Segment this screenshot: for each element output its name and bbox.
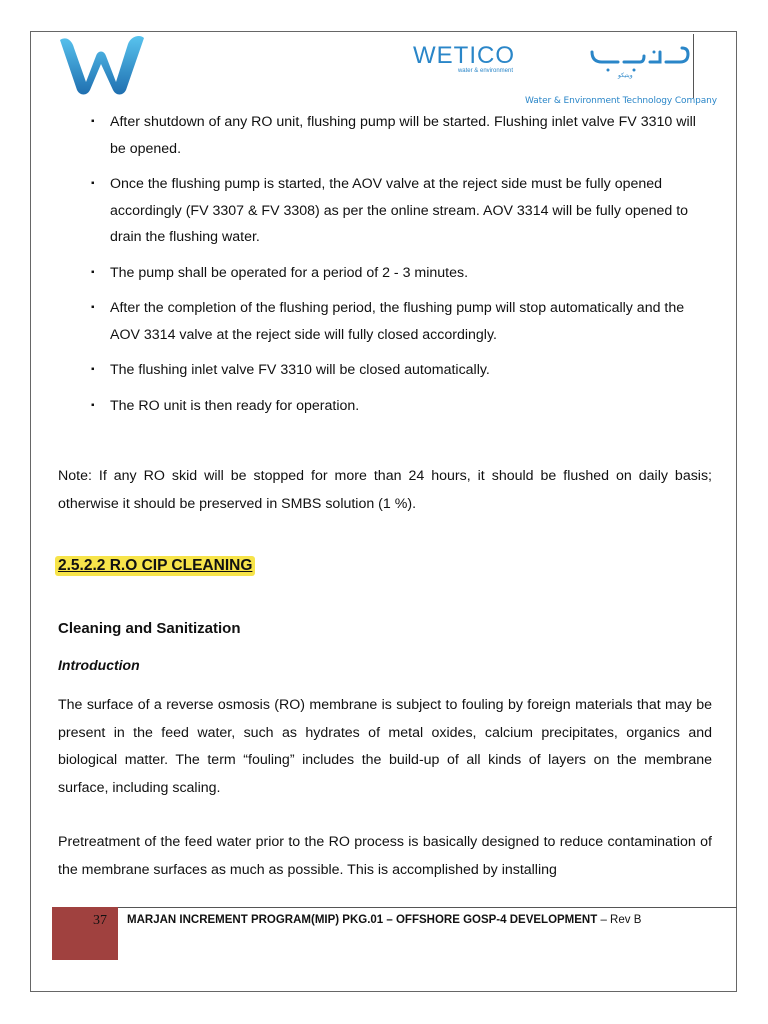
list-item <box>91 393 713 420</box>
list-item-text: After shutdown of any RO unit, flushing pump will be started. Flushing inlet valve FV 3310 will be opened. <box>110 114 696 157</box>
sub-heading: Cleaning and Sanitization <box>58 620 241 637</box>
list-item <box>91 171 713 251</box>
footer-title-main: MARJAN INCREMENT PROGRAM(MIP) PKG.01 – OFFSHORE GOSP-4 DEVELOPMENT <box>127 914 598 926</box>
footer-title <box>127 914 641 926</box>
bullet-icon: ▪ <box>91 116 95 127</box>
section-heading: 2.5.2.2 R.O CIP CLEANING <box>55 556 255 576</box>
list-item-text: The RO unit is then ready for operation. <box>110 397 360 414</box>
body-paragraph: Pretreatment of the feed water prior to the RO process is basically designed to reduce contamination of the membrane surfaces as much as possible. This is accomplished by installing <box>58 834 712 878</box>
arabic-logo-icon <box>588 44 692 80</box>
wetico-logo <box>413 43 519 74</box>
bullet-icon: ▪ <box>91 364 95 375</box>
page-number: 37 <box>93 913 107 928</box>
list-item-text: The flushing inlet valve FV 3310 will be closed automatically. <box>110 362 490 378</box>
company-line: Water & Environment Technology Company <box>525 96 717 106</box>
note-paragraph: Note: If any RO skid will be stopped for more than 24 hours, it should be flushed on daily basis; otherwise it should be preserved in SMBS solution (1 %). <box>58 468 712 512</box>
bullet-icon: ▪ <box>91 178 95 189</box>
w-logo-icon <box>56 34 148 96</box>
logo-separator <box>693 34 694 98</box>
wetico-logo-tagline: water & environment <box>457 68 513 74</box>
list-item-text: Once the flushing pump is started, the AOV valve at the reject side must be fully opened accordingly (FV 3307 & FV 3308) as per the online stream. AOV 3314 will be fully opened to drain the flushing water. <box>110 176 689 245</box>
body-paragraph: The surface of a reverse osmosis (RO) membrane is subject to fouling by foreign materials that may be present in the feed water, such as hydrates of metal oxides, calcium precipitates, organics and biological matter. The term “fouling” includes the build-up of all kinds of layers on the membrane surface, including scaling. <box>58 697 712 796</box>
list-item <box>91 295 713 348</box>
bullet-icon: ▪ <box>91 266 95 278</box>
footer-page-box <box>52 907 118 960</box>
footer-revision: – Rev B <box>597 914 642 926</box>
list-item <box>91 109 713 162</box>
wetico-logo-name: WETICO <box>413 42 515 69</box>
bullet-icon: ▪ <box>91 302 95 313</box>
list-item <box>91 357 713 384</box>
flushing-steps-list <box>91 109 713 428</box>
bullet-icon: ▪ <box>91 399 95 411</box>
list-item-text: After the completion of the flushing period, the flushing pump will stop automatically and the AOV 3314 valve at the reject side will fully closed accordingly. <box>110 300 685 343</box>
footer-divider <box>118 907 737 908</box>
introduction-heading: Introduction <box>58 657 140 673</box>
arabic-logo-text: ويتيكو <box>618 72 633 79</box>
list-item-text: The pump shall be operated for a period of 2 - 3 minutes. <box>110 264 469 281</box>
list-item <box>91 260 713 287</box>
